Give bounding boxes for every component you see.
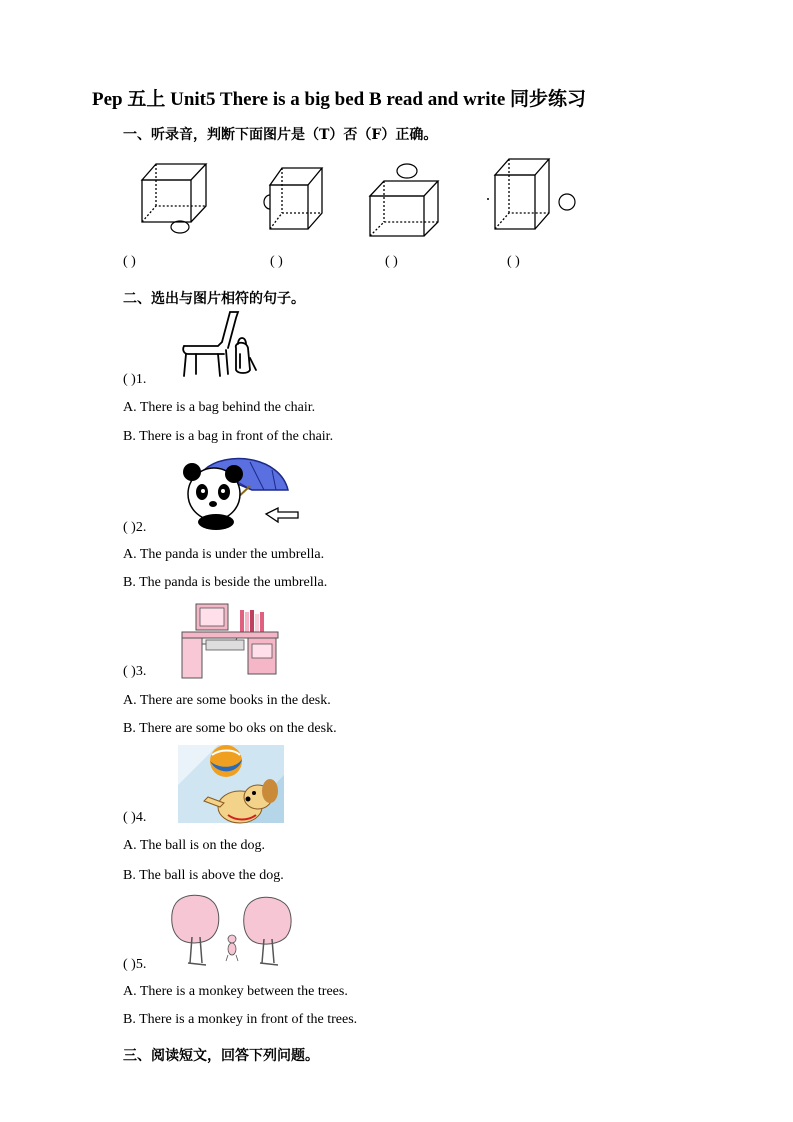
q5-number[interactable]: ( )5. — [123, 957, 147, 972]
chair-bag-picture — [178, 308, 262, 380]
cube-ball-on-picture — [366, 160, 446, 240]
cube-ball-below-picture — [138, 160, 218, 240]
panda-umbrella-picture — [176, 456, 302, 532]
q4-number[interactable]: ( )4. — [123, 810, 147, 825]
desk-books-picture — [178, 600, 280, 680]
ball-dog-picture — [178, 745, 284, 823]
trees-monkey-picture — [166, 893, 296, 969]
q4-option-a: A. The ball is on the dog. — [123, 838, 266, 853]
q2-number[interactable]: ( )2. — [123, 520, 147, 535]
answer-blank-4[interactable]: ( ) — [507, 254, 520, 269]
answer-blank-3[interactable]: ( ) — [385, 254, 398, 269]
q1-option-a: A. There is a bag behind the chair. — [123, 400, 316, 415]
part1-heading: 一、听录音，判断下面图片是（T）否（F）正确。 — [123, 127, 438, 143]
answer-blank-1[interactable]: ( ) — [123, 254, 136, 269]
q5-option-a: A. There is a monkey between the trees. — [123, 984, 348, 999]
q4-option-b: B. The ball is above the dog. — [123, 868, 284, 883]
answer-blank-2[interactable]: ( ) — [270, 254, 283, 269]
q3-option-a: A. There are some books in the desk. — [123, 693, 331, 708]
q1-number[interactable]: ( )1. — [123, 372, 147, 387]
cube-ball-beside-picture — [260, 165, 330, 235]
part2-heading: 二、选出与图片相符的句子。 — [123, 291, 305, 307]
q1-option-b: B. There is a bag in front of the chair. — [123, 429, 334, 444]
q3-number[interactable]: ( )3. — [123, 664, 147, 679]
q2-option-b: B. The panda is beside the umbrella. — [123, 575, 328, 590]
part3-heading: 三、阅读短文，回答下列问题。 — [123, 1048, 319, 1064]
q2-option-a: A. The panda is under the umbrella. — [123, 547, 325, 562]
q5-option-b: B. There is a monkey in front of the trees. — [123, 1012, 358, 1027]
page-title: Pep 五上 Unit5 There is a big bed B read and write 同步练习 — [92, 89, 587, 110]
cube-ball-right-picture — [485, 157, 580, 232]
q3-option-b: B. There are some bo oks on the desk. — [123, 721, 337, 736]
